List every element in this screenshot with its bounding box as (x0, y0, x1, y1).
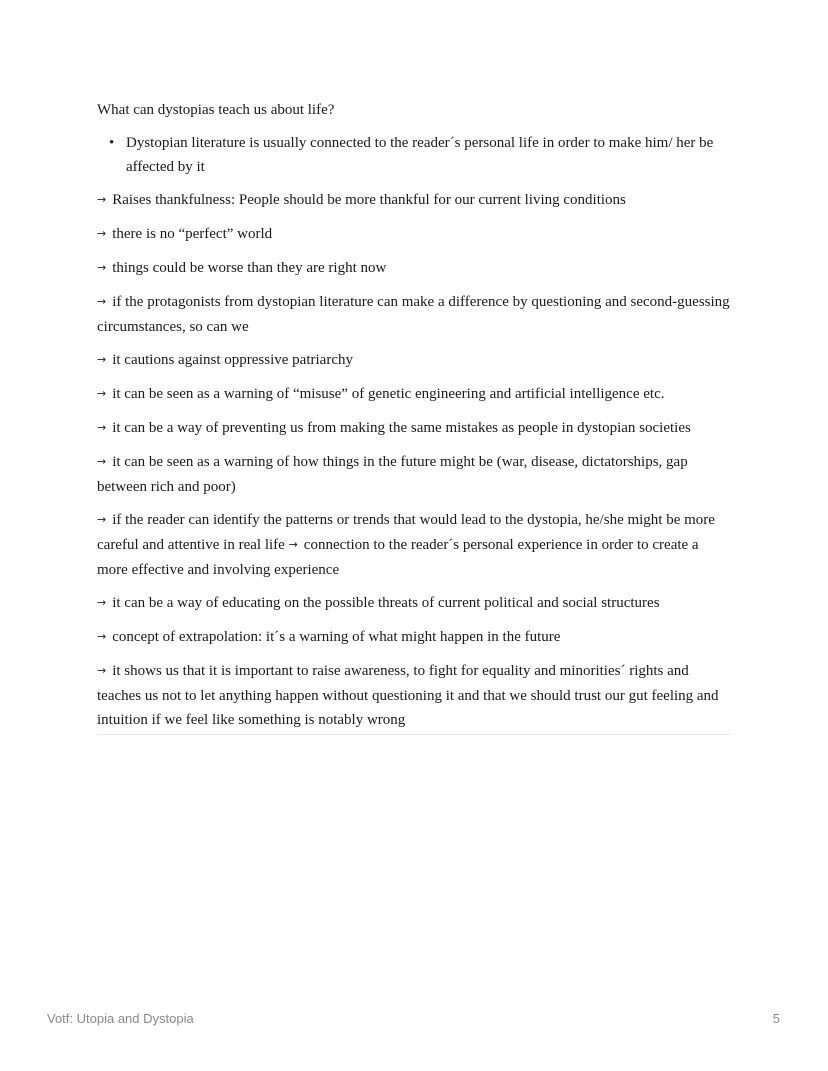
arrow-icon: → (288, 538, 298, 551)
point-text: Raises thankfulness: People should be more thankful for our current living conditions (112, 192, 626, 208)
point-text: it can be a way of preventing us from making the same mistakes as people in dystopian societies (112, 420, 691, 436)
point-text: it cautions against oppressive patriarchy (112, 352, 353, 368)
point-item (97, 382, 731, 407)
horizontal-divider (97, 734, 731, 735)
document-content (97, 98, 731, 735)
arrow-icon: → (97, 421, 107, 434)
bullet-dot-icon: • (109, 135, 115, 151)
point-text-part: connection to the reader´s personal experience in order to create a more effective and involving experience (97, 537, 699, 578)
bullet-text: Dystopian literature is usually connected to the reader´s personal life in order to make him/ her be affected by it (126, 135, 714, 175)
arrow-icon: → (97, 353, 107, 366)
arrow-icon: → (97, 513, 107, 526)
point-text: it can be seen as a warning of “misuse” of genetic engineering and artificial intelligence etc. (112, 386, 665, 402)
arrow-icon: → (97, 227, 107, 240)
arrow-icon: → (97, 387, 107, 400)
footer-title: Votf: Utopia and Dystopia (47, 1011, 194, 1026)
arrow-icon: → (97, 455, 107, 468)
point-item (97, 348, 731, 373)
arrow-icon: → (97, 193, 107, 206)
arrow-icon: → (97, 596, 107, 609)
bullet-list (97, 131, 731, 179)
point-item (97, 256, 731, 281)
bullet-item (97, 131, 731, 179)
point-item (97, 290, 731, 339)
point-text: there is no “perfect” world (112, 226, 273, 242)
point-item (97, 659, 731, 732)
point-text: it can be a way of educating on the possible threats of current political and social structures (112, 595, 660, 611)
point-item (97, 591, 731, 616)
point-text-part: if the reader can identify the patterns or trends that would lead to the dystopia, he/she might be more careful and attentive in real life (97, 512, 715, 553)
point-item (97, 222, 731, 247)
point-text: things could be worse than they are right now (112, 260, 387, 276)
footer-page-number: 5 (772, 1011, 780, 1026)
point-text: it can be seen as a warning of how things in the future might be (war, disease, dictatorships, gap between rich and poor) (97, 454, 688, 495)
section-heading: What can dystopias teach us about life? (97, 102, 335, 118)
point-item (97, 188, 731, 213)
point-item (97, 416, 731, 441)
point-item (97, 508, 731, 582)
arrow-icon: → (97, 261, 107, 274)
point-item (97, 625, 731, 650)
point-text: if the protagonists from dystopian literature can make a difference by questioning and second-guessing circumstances, so can we (97, 294, 730, 335)
arrow-icon: → (97, 630, 107, 643)
point-text: it shows us that it is important to raise awareness, to fight for equality and minorities´ rights and teaches us not to let anything happen without questioning it and that we should trust our gut feeling and intuition if we feel like something is notably wrong (97, 663, 719, 728)
arrow-icon: → (97, 664, 107, 677)
arrow-icon: → (97, 295, 107, 308)
point-item (97, 450, 731, 499)
point-text: concept of extrapolation: it´s a warning of what might happen in the future (112, 629, 561, 645)
